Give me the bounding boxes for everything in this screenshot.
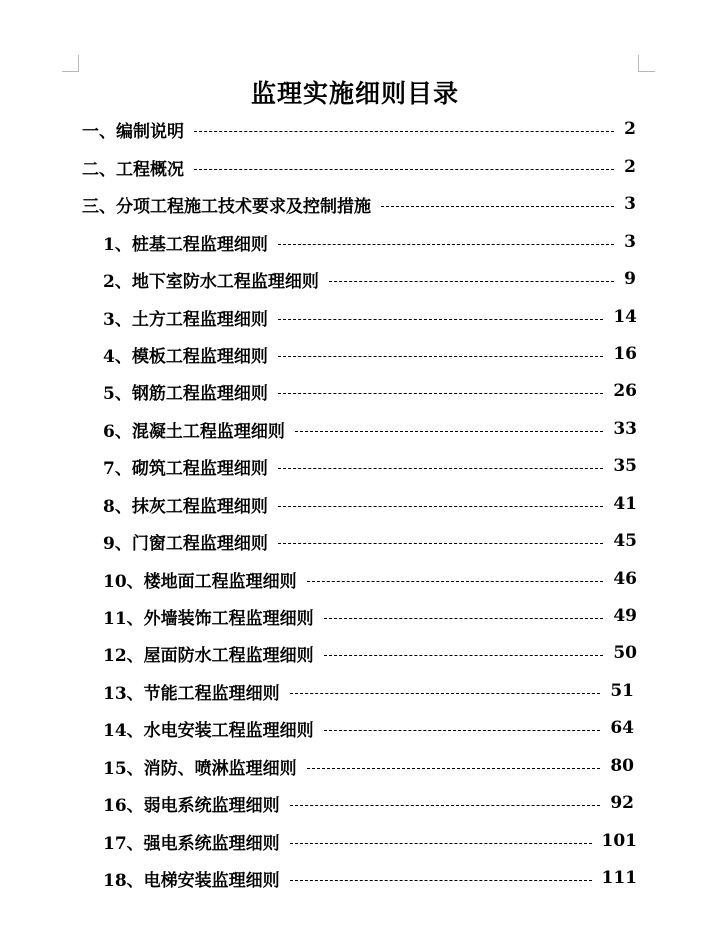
toc-entry-label: 13、节能工程监理细则: [103, 683, 280, 704]
toc-entry-page: 33: [613, 419, 637, 439]
toc-entry-page: 41: [613, 494, 637, 514]
toc-entry-page: 80: [610, 756, 634, 776]
toc-entry-label: 4、模板工程监理细则: [103, 346, 268, 367]
toc-entry-page: 3: [624, 232, 636, 252]
toc-entry-page: 101: [601, 831, 637, 851]
toc-entry-page: 3: [624, 194, 636, 214]
toc-leader: [290, 843, 592, 844]
toc-leader: [295, 431, 603, 432]
toc-leader: [329, 281, 614, 282]
toc-leader: [278, 468, 603, 469]
toc-entry: [103, 828, 637, 854]
toc-entry-label: 8、抹灰工程监理细则: [103, 496, 268, 517]
toc-entry-page: 111: [601, 868, 637, 888]
toc-entry: [103, 790, 634, 816]
toc-entry-page: 64: [610, 718, 634, 738]
toc-leader: [194, 131, 614, 132]
toc-entry: [82, 191, 636, 217]
toc-entry-label: 14、水电安装工程监理细则: [103, 720, 314, 741]
toc-entry-label: 15、消防、喷淋监理细则: [103, 758, 297, 779]
toc-leader: [324, 655, 604, 656]
toc-entry-page: 46: [613, 569, 637, 589]
toc-leader: [278, 356, 603, 357]
toc-leader: [307, 768, 601, 769]
crop-mark-top-right: [638, 55, 655, 72]
toc-leader: [324, 730, 601, 731]
toc-entry-label: 11、外墙装饰工程监理细则: [103, 608, 314, 629]
toc-entry-page: 2: [624, 157, 636, 177]
toc-entry-page: 45: [613, 531, 637, 551]
toc-entry-label: 12、屋面防水工程监理细则: [103, 645, 314, 666]
toc-entry: [103, 378, 637, 404]
crop-mark-top-left: [62, 55, 79, 72]
toc-leader: [307, 581, 604, 582]
toc-leader: [194, 169, 614, 170]
toc-entry-page: 14: [613, 307, 637, 327]
toc-entry: [103, 229, 636, 255]
page-title: 监理实施细则目录: [250, 79, 459, 108]
toc-entry-label: 7、砌筑工程监理细则: [103, 458, 268, 479]
toc-entry-page: 51: [610, 681, 634, 701]
toc-leader: [278, 319, 603, 320]
toc-entry-label: 17、强电系统监理细则: [103, 833, 280, 854]
toc-entry-page: 50: [613, 643, 637, 663]
toc-entry: [103, 304, 637, 330]
toc-entry: [103, 453, 637, 479]
toc-entry: [103, 416, 637, 442]
toc-entry-label: 6、混凝土工程监理细则: [103, 421, 285, 442]
toc-leader: [290, 880, 592, 881]
toc-entry-label: 18、电梯安装监理细则: [103, 870, 280, 891]
toc-entry-page: 49: [613, 606, 637, 626]
toc-leader: [290, 805, 601, 806]
toc-entry-label: 一、编制说明: [82, 121, 184, 142]
toc-entry-page: 16: [613, 344, 637, 364]
toc-leader: [278, 393, 603, 394]
toc-leader: [278, 543, 603, 544]
toc-entry: [103, 266, 636, 292]
toc-entry: [103, 640, 637, 666]
toc-entry-label: 5、钢筋工程监理细则: [103, 383, 268, 404]
toc-entry: [103, 341, 637, 367]
toc-entry: [103, 753, 634, 779]
toc-entry-page: 26: [613, 381, 637, 401]
toc-entry: [103, 603, 637, 629]
toc-entry-page: 2: [624, 119, 636, 139]
toc-leader: [381, 206, 614, 207]
toc-entry-label: 三、分项工程施工技术要求及控制措施: [82, 196, 371, 217]
toc-entry: [82, 116, 636, 142]
toc-entry-label: 2、地下室防水工程监理细则: [103, 271, 319, 292]
toc-entry: [103, 491, 637, 517]
toc-entry-label: 16、弱电系统监理细则: [103, 795, 280, 816]
toc-entry: [103, 566, 637, 592]
toc-entry-page: 92: [610, 793, 634, 813]
toc-entry-label: 3、土方工程监理细则: [103, 309, 268, 330]
toc-entry: [103, 865, 637, 891]
toc-entry: [82, 154, 636, 180]
toc-leader: [324, 618, 604, 619]
toc-entry: [103, 715, 634, 741]
toc-entry: [103, 678, 634, 704]
toc-entry-page: 35: [613, 456, 637, 476]
toc-entry-page: 9: [624, 269, 636, 289]
toc-leader: [278, 244, 614, 245]
toc-leader: [278, 506, 603, 507]
toc-entry-label: 二、工程概况: [82, 159, 184, 180]
toc-leader: [290, 693, 601, 694]
toc-entry: [103, 528, 637, 554]
toc-entry-label: 10、楼地面工程监理细则: [103, 571, 297, 592]
toc-entry-label: 1、桩基工程监理细则: [103, 234, 268, 255]
toc-entry-label: 9、门窗工程监理细则: [103, 533, 268, 554]
